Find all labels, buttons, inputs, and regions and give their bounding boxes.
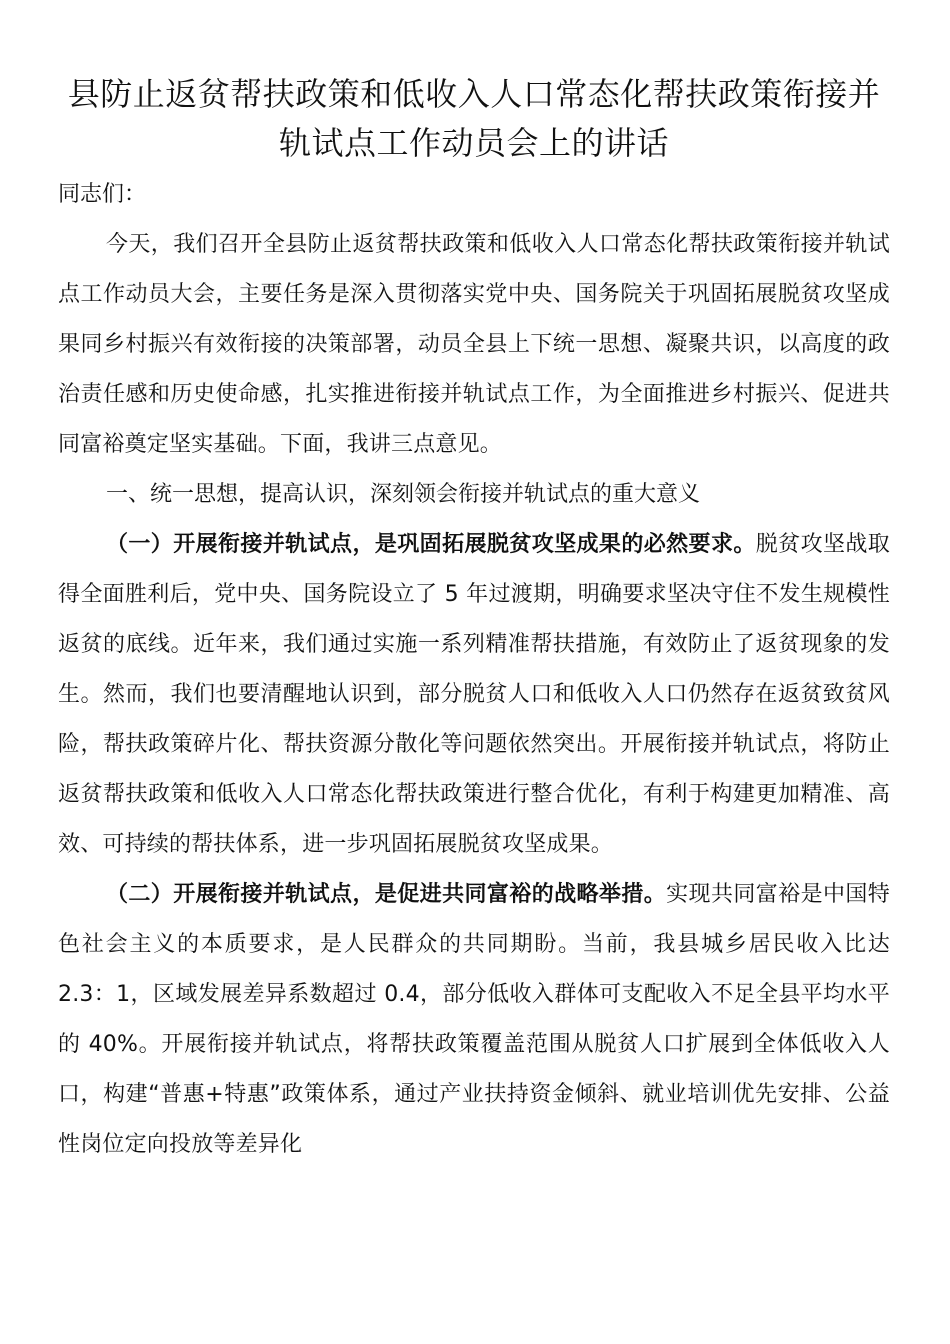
point-1-body: 脱贫攻坚战取得全面胜利后，党中央、国务院设立了 5 年过渡期，明确要求坚决守住不发生规模性返贫的底线。近年来，我们通过实施一系列精准帮扶措施，有效防止了返贫现象的发生。然而，我们也要清醒地认识到，部分脱贫人口和低收入人口仍然存在返贫致贫风险，帮扶政策碎片化、帮扶资源分散化等问题依然突出。开展衔接并轨试点，将防止返贫帮扶政策和低收入人口常态化帮扶政策进行整合优化，有利于构建更加精准、高效、可持续的帮扶体系，进一步巩固拓展脱贫攻坚成果。 <box>58 532 890 857</box>
section-1-heading: 一、统一思想，提高认识，深刻领会衔接并轨试点的重大意义 <box>106 482 701 507</box>
document-title: 县防止返贫帮扶政策和低收入人口常态化帮扶政策衔接并轨试点工作动员会上的讲话 <box>67 75 881 162</box>
point-1-paragraph <box>58 520 890 870</box>
salutation: 同志们： <box>58 182 147 207</box>
point-2-lead: （二）开展衔接并轨试点，是促进共同富裕的战略举措。 <box>106 882 667 907</box>
point-2-body: 实现共同富裕是中国特色社会主义的本质要求，是人民群众的共同期盼。当前，我县城乡居民收入比达 2.3：1，区域发展差异系数超过 0.4，部分低收入群体可支配收入不足全县平均水平的 40%。开展衔接并轨试点，将帮扶政策覆盖范围从脱贫人口扩展到全体低收入人口，构建“普惠+特惠”政策体系，通过产业扶持资金倾斜、就业培训优先安排、公益性岗位定向投放等差异化 <box>58 882 890 1157</box>
point-2-paragraph <box>58 870 890 1170</box>
intro-paragraph: 今天，我们召开全县防止返贫帮扶政策和低收入人口常态化帮扶政策衔接并轨试点工作动员大会，主要任务是深入贯彻落实党中央、国务院关于巩固拓展脱贫攻坚成果同乡村振兴有效衔接的决策部署，动员全县上下统一思想、凝聚共识，以高度的政治责任感和历史使命感，扎实推进衔接并轨试点工作，为全面推进乡村振兴、促进共同富裕奠定坚实基础。下面，我讲三点意见。 <box>58 232 890 457</box>
point-1-lead: （一）开展衔接并轨试点，是巩固拓展脱贫攻坚成果的必然要求。 <box>106 532 756 557</box>
